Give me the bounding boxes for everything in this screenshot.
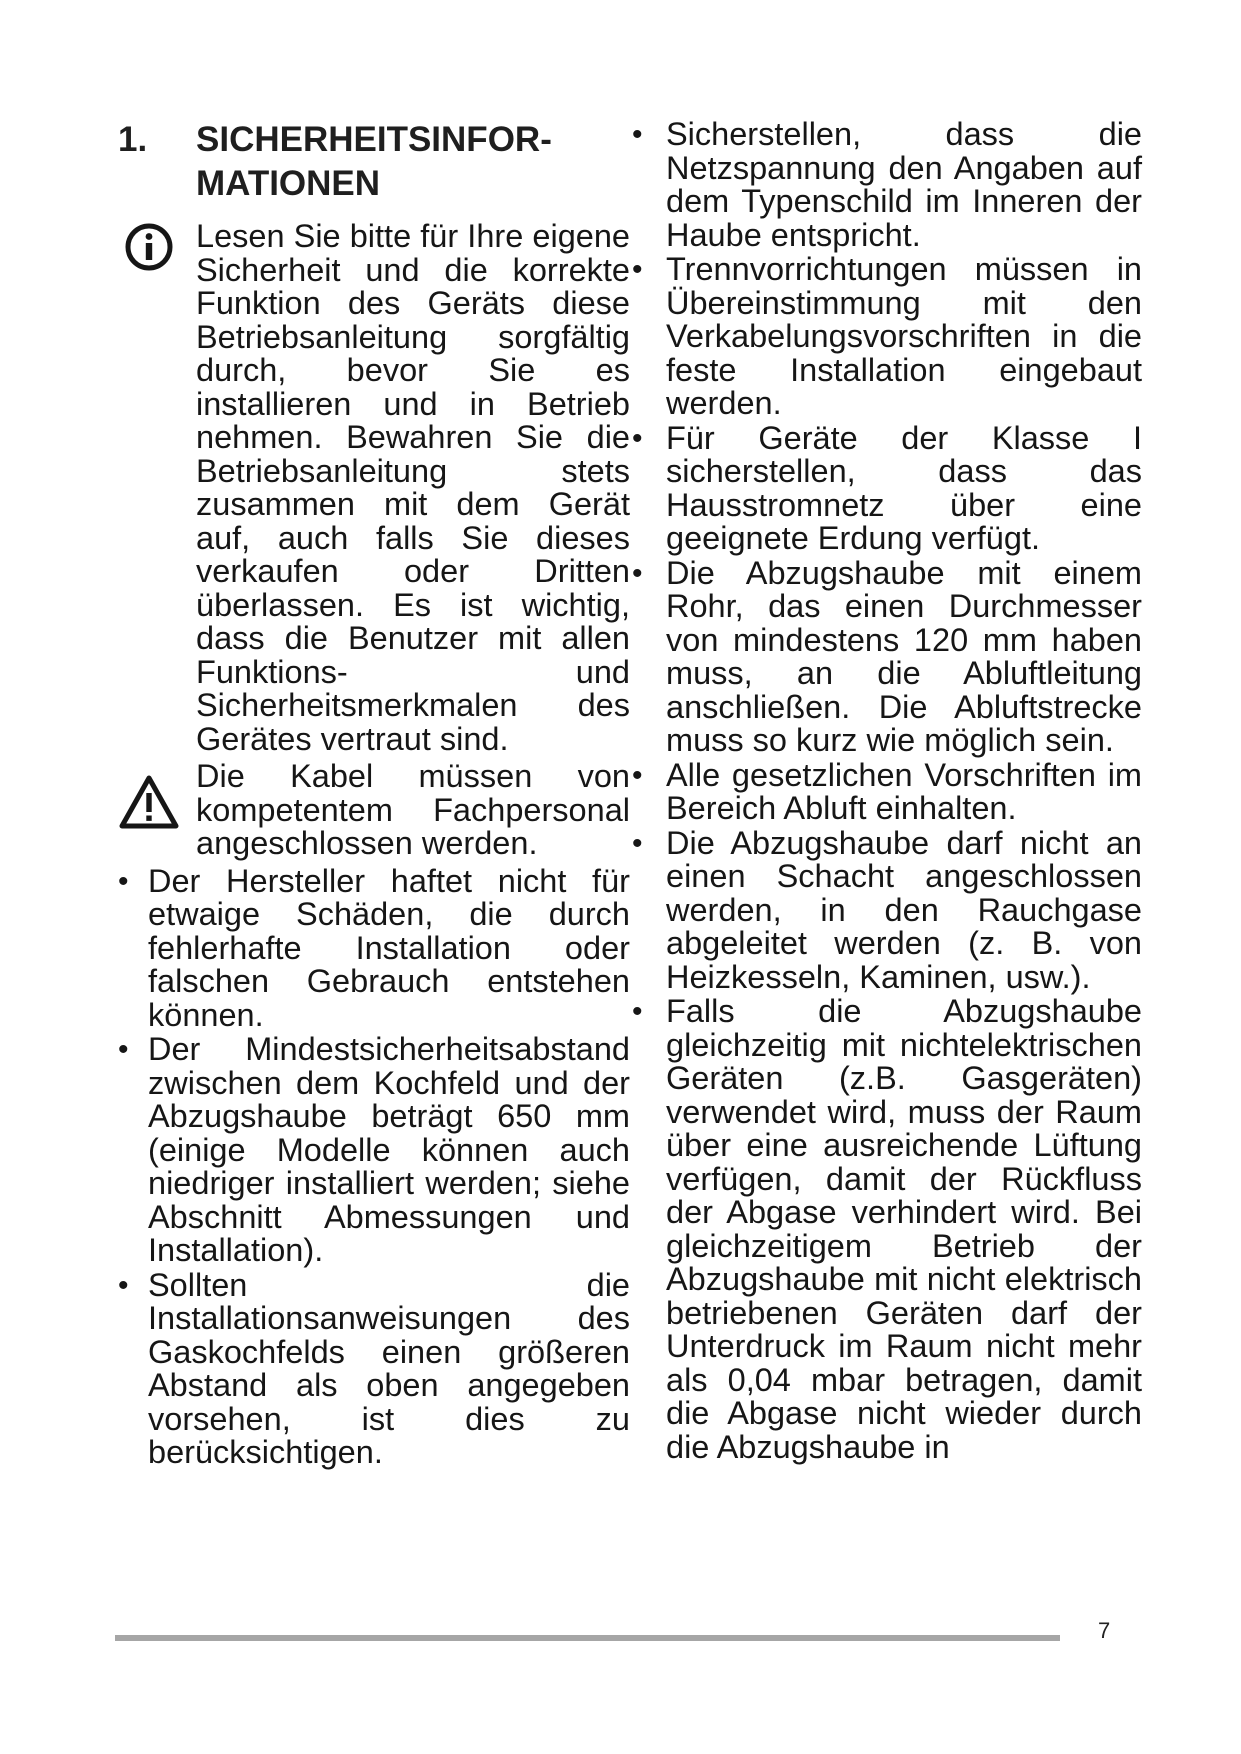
info-note-text: Lesen Sie bitte für Ihre eigene Sicherheit und die korrekte Funktion des Geräts diese Betriebsanleitung sorgfältig durch, bevor Sie es installieren und in Betrieb nehmen. Bewahren Sie die Betriebsanleitung stets zusammen mit dem Gerät auf, auch falls Sie dieses verkaufen oder Dritten überlassen. Es ist wichtig, dass die Benutzer mit allen Funktions- und Sicherheitsmerkmalen des Gerätes vertraut sind. [196,218,630,757]
bullet-dot: • [632,556,643,590]
bullet-dot: • [118,864,129,898]
list-item-text: Sicherstellen, dass die Netzspannung den Angaben auf dem Typenschild im Inneren der Haube entspricht. [666,116,1142,253]
warning-icon [118,774,180,830]
list-item [118,862,630,1033]
list-item-text: Sollten die Installationsanweisungen des Gaskochfelds einen größeren Abstand als oben angegeben vorsehen, ist dies zu berücksichtigen. [148,1266,630,1470]
bullet-dot: • [632,995,643,1028]
list-item [632,756,1142,826]
list-item-text: Die Abzugshaube darf nicht an einen Schacht angeschlossen werden, in den Rauchgase abgeleitet werden (z. B. von Heizkesseln, Kaminen, usw.). [666,824,1142,995]
list-item [632,419,1142,556]
list-item [632,995,1142,1464]
left-column [118,118,630,1471]
footer-divider [115,1635,1060,1641]
list-item-text: Der Mindestsicherheitsabstand zwischen dem Kochfeld und der Abzugshaube beträgt 650 mm (einige Modelle können auch niedriger installiert werden; siehe Abschnitt Abmessungen und Installation). [148,1031,630,1268]
list-item-text: Die Abzugshaube mit einem Rohr, das einen Durchmesser von mindestens 120 mm haben muss, an die Abluftleitung anschließen. Die Abluftstrecke muss so kurz wie möglich sein. [666,554,1142,758]
list-item [632,824,1142,995]
bullet-dot: • [118,1033,129,1066]
page-number: 7 [1098,1618,1111,1643]
bullet-dot: • [118,1268,129,1302]
list-item-text: Falls die Abzugshaube gleichzeitig mit nichtelektrischen Geräten (z.B. Gasgeräten) verwendet wird, muss der Raum über eine ausreichende Lüftung verfügen, damit der Rückfluss der Abgase verhindert wird. Bei gleichzeitigem Betrieb der Abzugshaube mit nicht elektrisch betriebenen Geräten darf der Unterdruck im Raum nicht mehr als 0,04 mbar betragen, damit die Abgase nicht wieder durch die Abzugshaube in [666,993,1142,1465]
list-item [632,554,1142,758]
info-note [118,220,630,756]
list-item-text: Trennvorrichtungen müssen in Übereinstimmung mit den Verkabelungsvorschriften in die feste Installation eingebaut werden. [666,251,1142,421]
bullet-dot: • [632,421,643,455]
warning-note [118,760,630,861]
list-item-text: Für Geräte der Klasse I sicherstellen, dass das Hausstromnetz über eine geeignete Erdung verfügt. [666,419,1142,556]
list-item [118,1033,630,1268]
bullet-dot: • [632,826,643,860]
info-icon [124,222,174,272]
bullet-dot: • [632,758,643,792]
list-item [632,253,1142,421]
list-item-text: Der Hersteller haftet nicht für etwaige Schäden, die durch fehlerhafte Installation oder falschen Gebrauch entstehen können. [148,862,630,1033]
section-title-line2: MATIONEN [196,164,381,203]
right-column [632,118,1142,1465]
section-number: 1. [118,120,148,159]
list-item [632,118,1142,252]
bullet-dot: • [632,253,643,286]
section-heading [118,118,630,206]
list-item-text: Alle gesetzlichen Vorschriften im Bereich Abluft einhalten. [666,756,1142,826]
bullet-dot: • [632,118,643,151]
warning-note-text: Die Kabel müssen von kompetentem Fachpersonal angeschlossen werden. [196,758,630,861]
section-title-line1: SICHERHEITSINFOR- [196,120,552,159]
list-item [118,1266,630,1470]
